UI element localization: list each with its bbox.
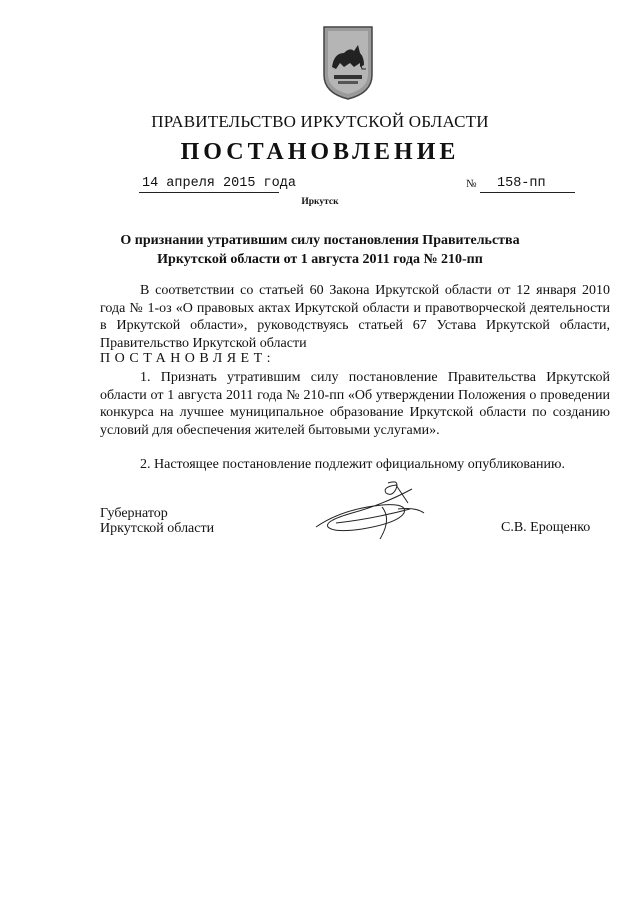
issue-city: Иркутск: [301, 197, 339, 207]
signatory-title-line-1: Губернатор: [100, 506, 168, 521]
signatory-title-line-2: Иркутской области: [100, 521, 215, 536]
handwritten-signature: [312, 479, 430, 541]
document-heading: [100, 231, 540, 269]
document-date: 14 апреля 2015 года: [142, 176, 296, 191]
item-2-paragraph: 2. Настоящее постановление подлежит официальному опубликованию.: [140, 457, 565, 472]
item-1-paragraph: 1. Признать утратившим силу постановление Правительства Иркутской области от 1 августа 2011 года № 210-пп «Об утверждении Положения о проведении конкурса на лучшее муниципальное образование Иркутской области по созданию условий для обеспечения жителей бытовыми услугами».: [100, 370, 610, 438]
government-name: ПРАВИТЕЛЬСТВО ИРКУТСКОЙ ОБЛАСТИ: [151, 112, 489, 131]
signatory-title: [100, 506, 214, 536]
number-underline: [480, 192, 575, 193]
date-underline: [139, 192, 279, 193]
document-type-title: ПОСТАНОВЛЕНИЕ: [180, 139, 460, 165]
resolves-keyword: ПОСТАНОВЛЯЕТ:: [100, 351, 276, 366]
coat-of-arms-emblem: [320, 23, 376, 101]
document-number: 158-пп: [497, 176, 546, 191]
signatory-name: С.В. Ерощенко: [501, 520, 591, 535]
heading-line-2: Иркутской области от 1 августа 2011 года № 210-пп: [157, 252, 483, 267]
preamble-paragraph: В соответствии со статьей 60 Закона Иркутской области от 12 января 2010 года № 1-оз «О правовых актах Иркутской области и правотворческой деятельности в Иркутской области», руководствуясь статьей 67 Устава Иркутской области, Правительство Иркутской области: [100, 283, 610, 351]
heading-line-1: О признании утратившим силу постановления Правительства: [120, 233, 520, 248]
number-sign: №: [466, 178, 477, 190]
